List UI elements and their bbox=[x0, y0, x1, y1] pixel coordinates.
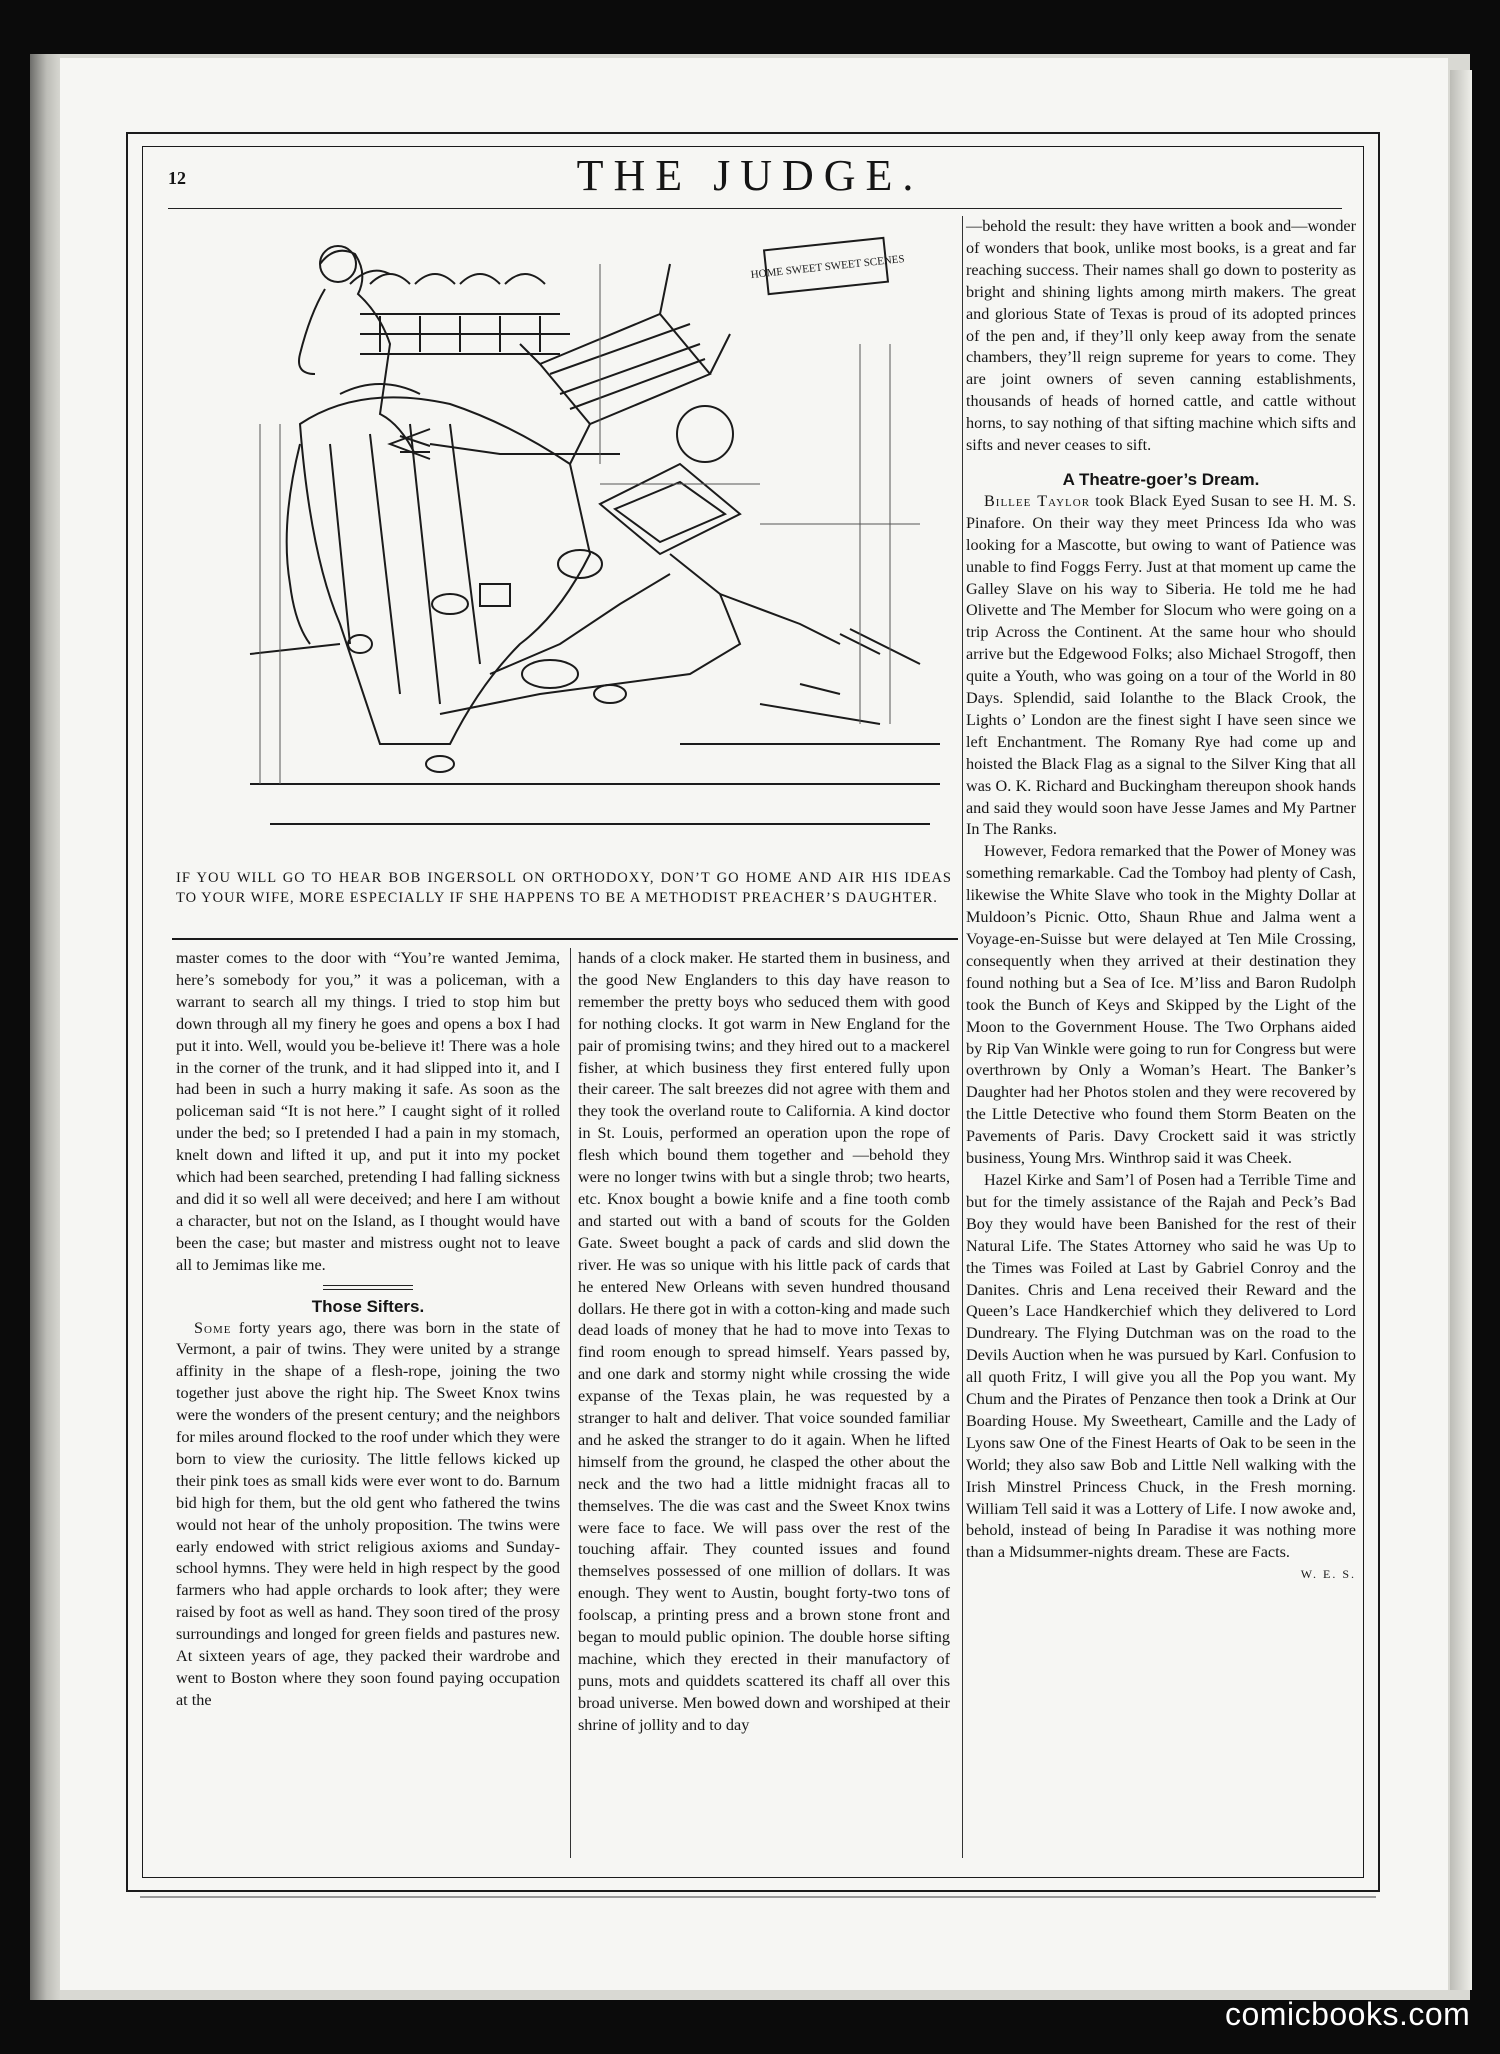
article-heading-theatre: A Theatre-goer’s Dream. bbox=[1062, 469, 1260, 489]
article-paragraph: However, Fedora remarked that the Power of Money was something remarkable. Cad the Tomboy had plenty of Cash, likewise the White Slave who took in the Mighty Dollar at Muldoon’s Picnic. Otto, Shaun Rhue and Jalma went a Voyage-en-Suisse but were delayed at Ten Mile Crossing, consequently when they arrived at their destination they found nothing but a Sea of Ice. M’liss and Baron Rudolph took the Bunch of Keys and Skipped by the Light of the Moon to the Government House. The Two Orphans aided by Rip Van Winkle were going to run for Congress but were overthrown by Only a Woman’s Heart. The Banker’s Daughter had her Photos stolen and they were recovered by the Little Detective who found them Storm Beaten on the Pavements of Paris. Davy Crockett said it was strictly business, Young Mrs. Winthrop said it was Cheek. bbox=[966, 842, 1356, 1168]
next-page-edge bbox=[1450, 70, 1472, 1990]
watermark: comicbooks.com bbox=[1225, 1996, 1471, 2032]
bottom-margin-rule bbox=[140, 1896, 1376, 1898]
masthead-title: THE JUDGE. bbox=[576, 151, 924, 200]
page-number: 12 bbox=[168, 168, 186, 188]
paragraph-text: forty years ago, there was born in the state of Vermont, a pair of twins. They were united by a strange affinity in the shape of a flesh-rope, joining the two together just above the right hip. The Sweet Knox twins were the wonders of the present century; and the neighbors for miles around flocked to the roof under which they were born to view the curiosity. The little fellows kicked up their pink toes as small kids were ever wont to do. Barnum bid high for them, but the old gent who fathered the twins would not hear of the unholy proposition. The twins were early endowed with strict religious axioms and Sunday-school hymns. They were held in high respect by the good farmers who had apple orchards to look after; they were raised by foot as well as hand. They soon tired of the prosy surroundings and longed for green fields and pastures new. At sixteen years of age, they packed their wardrobe and went to Boston where they soon found paying occupation at the bbox=[176, 1318, 560, 1709]
book-binding-edge bbox=[30, 54, 60, 2000]
heading-ornament-rule bbox=[323, 1285, 413, 1290]
paragraph-text: Hazel Kirke and Sam’l of Posen had a Terrible Time and but for the timely assistance of the Rajah and Peck’s Bad Boy they would have been Banished for the rest of their Natural Life. The States Attorney who said he was Up to the Times was Foiled at Last by Gabriel Conroy and the Danites. Chris and Lena received their Reward and the Queen’s Lace Handkerchief which they delivered to Lord Dundreary. The Flying Dutchman was on the road to the Devils Auction when he was pursued by Karl. Confusion to all quoth Fritz, I will give you all the Pop you want. My Chum and the Pirates of Penzance then took a Drink at Our Boarding House. My Sweetheart, Camille and the Lady of Lyons saw One of the Finest Hearts of Oak to be seen in the World; they also saw Bob and Little Nell walking with the Irish Minstrel Princess Chuck, in the Fresh morning. William Tell said it was a Lottery of Life. I now awoke and, behold, instead of being In Paradise it was nothing more than a Midsummer-nights dream. These are Facts. bbox=[966, 1170, 1356, 1562]
sign-text: HOME SWEET SWEET SCENES bbox=[750, 252, 906, 282]
drop-lead: Billee Taylor bbox=[984, 491, 1091, 510]
story-continuation: master comes to the door with “You’re wanted Jemima, here’s somebody for you,” it was a policeman, with a warrant to search all my things. I tried to stop him but down through all my finery he goes and opens a box I had put it into. Well, would you be-believe it! There was a hole in the corner of the trunk, and it had slipped into it, and I had been in such a hurry making it safe. As soon as the policeman said “It is not here.” I caught sight of it rolled under the bed; so I pretended I had a pain in my stomach, knelt down and lifted it up, and put it into my pocket which had been searched, pretending I had falling sickness and did it so well all were deceived; and here I am without a character, but not on the Island, as I thought would have been the case; but master and mistress ought not to leave all to Jemimas like me. bbox=[176, 949, 560, 1274]
column-rule bbox=[962, 216, 963, 1858]
drop-lead: Some bbox=[194, 1318, 232, 1337]
column-middle bbox=[578, 948, 950, 1737]
article-heading-sifters: Those Sifters. bbox=[311, 1296, 425, 1316]
column-right bbox=[966, 216, 1356, 1586]
cartoon-illustration bbox=[240, 224, 950, 844]
masthead-rule bbox=[168, 208, 1342, 209]
caption-rule bbox=[172, 938, 958, 940]
article-paragraph: —behold the result: they have written a book and—wonder of wonders that book, unlike most books, is a great and far reaching success. Their names shall go down to posterity as bright and shining lights among mirth makers. The great and glorious State of Texas is proud of its adopted princes of the pen and, if they’ll only keep away from the senate chambers, they’ll reign supreme for years to come. They are joint owners of seven canning establishments, thousands of heads of horned cattle, and cattle without horns, to say nothing of that sifting machine which sifts and sifts and never ceases to sift. bbox=[966, 217, 1356, 455]
article-paragraph bbox=[966, 1170, 1356, 1582]
column-left bbox=[176, 948, 560, 1712]
column-rule bbox=[570, 948, 571, 1858]
article-paragraph bbox=[966, 491, 1356, 842]
article-paragraph bbox=[176, 1318, 560, 1712]
paragraph-text: took Black Eyed Susan to see H. M. S. Pinafore. On their way they meet Princess Ida who was looking for a Mascotte, but owing to want of Patience was unable to find Foggs Ferry. Just at that moment up came the Galley Slave on his way to Siberia. He told me he had Olivette and The Member for Slocum who were going on a trip Across the Continent. At the same hour who should arrive but the Edgewood Folks; also Michael Strogoff, then quite a Youth, who was going on a tour of the World in 80 Days. Splendid, said Iolanthe to the Black Crook, the Lights o’ London are the finest sight I have seen since we left Enchantment. The Romany Rye had come up and hoisted the Black Flag as a signal to the Silver King that all was O. K. Richard and Buckingham thereupon shook hands and said they would soon have Jesse James and My Partner In The Ranks. bbox=[966, 491, 1357, 839]
cartoon-caption: IF YOU WILL GO TO HEAR BOB INGERSOLL ON ORTHODOXY, DON’T GO HOME AND AIR HIS IDEAS TO YOUR WIFE, MORE ESPECIALLY IF SHE HAPPENS TO BE A METHODIST PREACHER’S DAUGHTER. bbox=[176, 870, 952, 906]
article-paragraph: hands of a clock maker. He started them in business, and the good New Englanders to this day have reason to remember the pretty boys who seduced them with good for nothing clocks. It got warm in New England for the pair of promising twins; and they hired out to a mackerel fisher, at which business they first entered fully upon their career. The salt breezes did not agree with them and they took the overland route to California. A kind doctor in St. Louis, performed an operation upon the rope of flesh which bound them together and —behold they were no longer twins with but a single throb; two hearts, etc. Knox bought a bowie knife and a fine tooth comb and started out with a band of scouts for the Golden Gate. Sweet bought a pack of cards and slid down the river. He was so unique with his little pack of cards that he entered New Orleans with seven hundred thousand dollars. He there got in with a cotton-king and made such dead loads of money that he had to move into Texas to find room enough to spread himself. Years passed by, and one dark and stormy night while crossing the wide expanse of the Texas plain, he was requested by a stranger to halt and deliver. That voice sounded familiar and he asked the stranger to do it again. When he lifted himself from the ground, he clasped the other about the neck and the two had a little midnight fracas all to themselves. The die was cast and the Sweet Knox twins were face to face. We will pass over the rest of the touching affair. They counted issues and found themselves possessed of one million of dollars. It was enough. They went to Austin, bought forty-two tons of foolscap, a printing press and a brown stone front and began to mould public opinion. The double horse sifting machine, which they erected in their manufactory of puns, mots and quiddets scattered its chaff all over this broad universe. Men bowed down and worshiped at their shrine of jollity and to day bbox=[578, 949, 950, 1734]
author-signature: W. E. S. bbox=[1300, 1567, 1356, 1582]
